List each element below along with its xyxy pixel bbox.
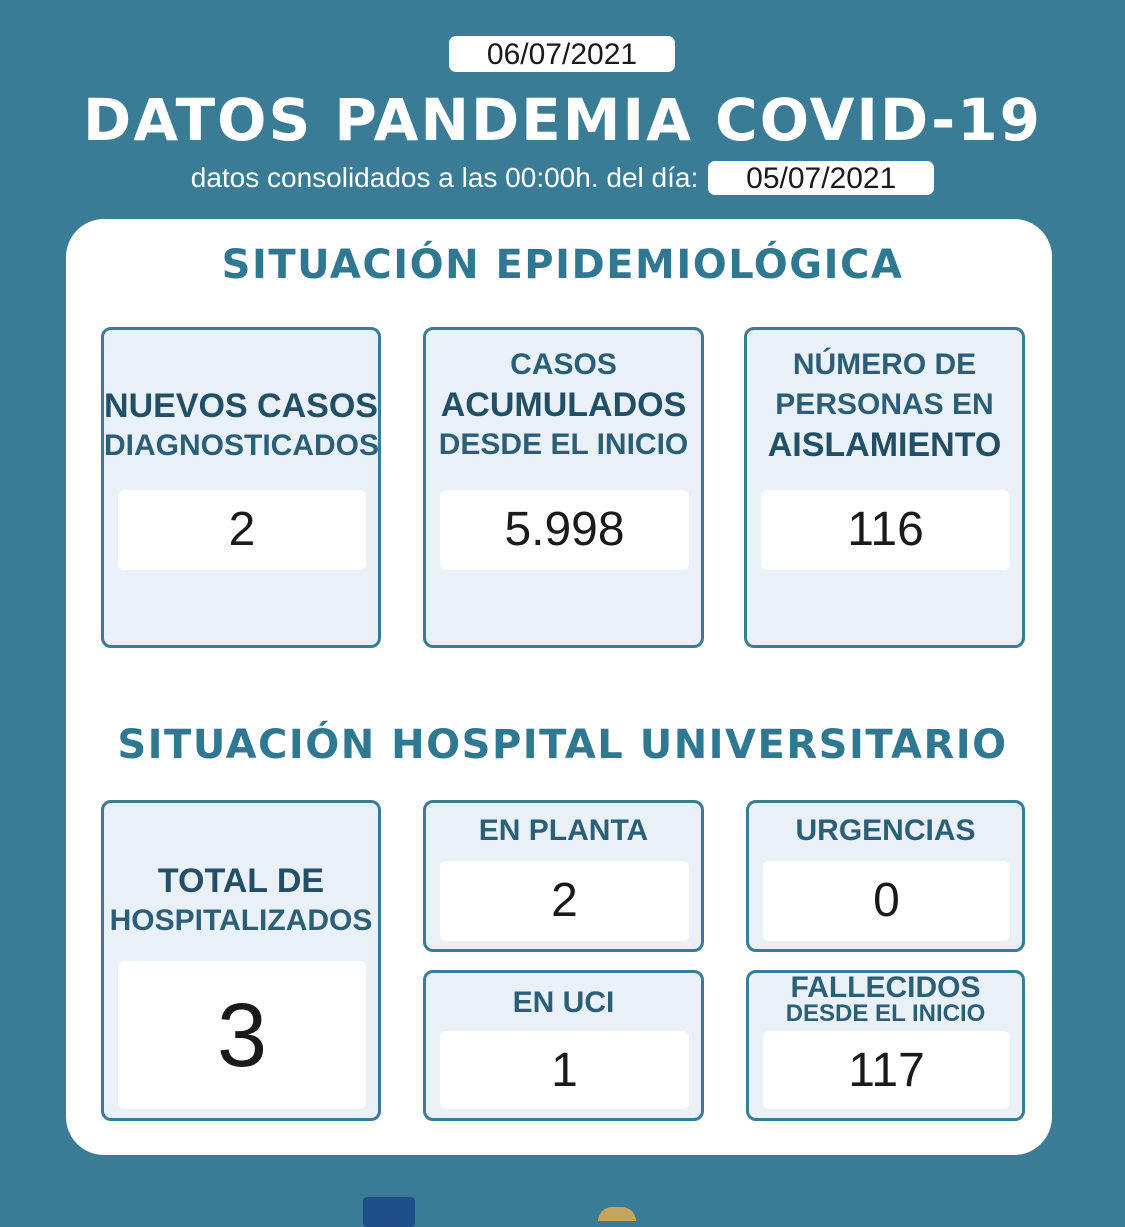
nuevos-casos-label xyxy=(104,386,378,466)
section-title-epidemiologica: SITUACIÓN EPIDEMIOLÓGICA xyxy=(221,242,904,288)
urgencias-label: URGENCIAS xyxy=(795,814,976,847)
fallecidos-line2: DESDE EL INICIO xyxy=(785,1000,986,1027)
card-en-planta xyxy=(423,800,704,952)
card-fallecidos xyxy=(746,970,1025,1121)
aislamiento-value: 116 xyxy=(761,490,1010,570)
consolidated-date: 05/07/2021 xyxy=(708,161,934,195)
en-uci-value: 1 xyxy=(440,1031,689,1109)
en-planta-label: EN PLANTA xyxy=(478,814,649,847)
total-hospitalizados-value: 3 xyxy=(118,961,366,1109)
aislamiento-line1: NÚMERO DE xyxy=(792,348,977,381)
total-hospitalizados-line2: HOSPITALIZADOS xyxy=(109,904,373,937)
nuevos-casos-value: 2 xyxy=(118,490,366,570)
total-hospitalizados-label xyxy=(104,861,378,941)
urgencias-value: 0 xyxy=(763,861,1010,941)
footer-logo-left xyxy=(363,1197,415,1227)
card-aislamiento xyxy=(744,327,1025,648)
card-nuevos-casos xyxy=(101,327,381,648)
fallecidos-line1: FALLECIDOS xyxy=(790,971,981,1004)
en-uci-label: EN UCI xyxy=(512,986,615,1019)
fallecidos-value: 117 xyxy=(763,1031,1010,1109)
aislamiento-label xyxy=(747,345,1022,465)
nuevos-casos-line1: NUEVOS CASOS xyxy=(104,387,378,425)
aislamiento-line2: PERSONAS EN xyxy=(775,388,994,421)
card-en-uci xyxy=(423,970,704,1121)
fallecidos-label xyxy=(749,971,1022,1027)
section-title-hospital: SITUACIÓN HOSPITAL UNIVERSITARIO xyxy=(117,722,1008,768)
card-total-hospitalizados xyxy=(101,800,381,1121)
card-casos-acumulados xyxy=(423,327,704,648)
report-date: 06/07/2021 xyxy=(449,36,675,72)
page-title: DATOS PANDEMIA COVID-19 xyxy=(83,86,1042,154)
casos-acumulados-label xyxy=(426,345,701,465)
consolidation-row xyxy=(0,160,1125,196)
casos-acumulados-line1: CASOS xyxy=(510,348,617,381)
total-hospitalizados-line1: TOTAL DE xyxy=(157,862,325,900)
casos-acumulados-line2: ACUMULADOS xyxy=(440,386,687,424)
aislamiento-line3: AISLAMIENTO xyxy=(767,426,1002,464)
en-planta-value: 2 xyxy=(440,861,689,941)
nuevos-casos-line2: DIAGNOSTICADOS xyxy=(104,429,380,462)
card-urgencias xyxy=(746,800,1025,952)
casos-acumulados-line3: DESDE EL INICIO xyxy=(438,428,689,461)
casos-acumulados-value: 5.998 xyxy=(440,490,689,570)
consolidation-label: datos consolidados a las 00:00h. del día: xyxy=(190,162,699,193)
